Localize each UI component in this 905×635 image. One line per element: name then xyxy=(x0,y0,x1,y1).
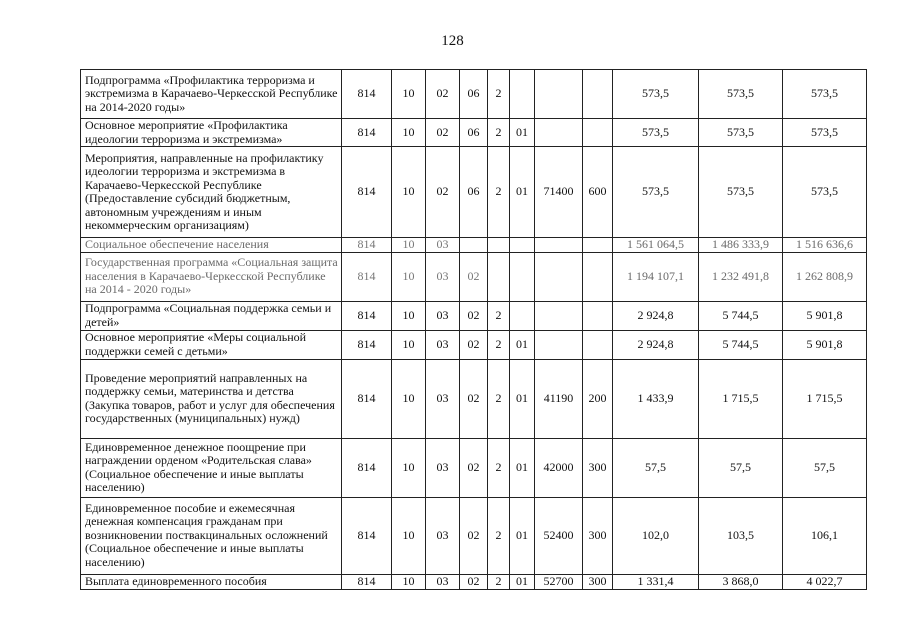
row-name-cell: Основное мероприятие «Меры социальной поддержки семей с детьми» xyxy=(81,330,342,359)
expense-type-cell: 200 xyxy=(583,359,613,438)
section-code-cell: 10 xyxy=(392,330,426,359)
subsection-code-cell: 03 xyxy=(426,330,460,359)
subsection-code-cell: 03 xyxy=(426,359,460,438)
direction-code-cell xyxy=(535,238,583,253)
section-code-cell: 10 xyxy=(392,497,426,574)
direction-code-cell xyxy=(535,252,583,301)
amount-2016-cell: 1 262 808,9 xyxy=(783,252,867,301)
direction-code-cell: 41190 xyxy=(535,359,583,438)
program-code-cell: 02 xyxy=(460,359,488,438)
amount-2016-cell: 5 901,8 xyxy=(783,330,867,359)
subprogram-code-cell: 2 xyxy=(488,497,510,574)
ministry-code-cell: 814 xyxy=(342,238,392,253)
row-name-cell: Подпрограмма «Социальная поддержка семьи и детей» xyxy=(81,301,342,330)
amount-2015-cell: 1 486 333,9 xyxy=(699,238,783,253)
ministry-code-cell: 814 xyxy=(342,359,392,438)
section-code-cell: 10 xyxy=(392,119,426,147)
budget-table xyxy=(80,69,867,590)
program-code-cell: 02 xyxy=(460,574,488,589)
amount-2016-cell: 1 715,5 xyxy=(783,359,867,438)
subprogram-code-cell: 2 xyxy=(488,330,510,359)
amount-2015-cell: 573,5 xyxy=(699,70,783,119)
program-code-cell: 02 xyxy=(460,330,488,359)
amount-2016-cell: 5 901,8 xyxy=(783,301,867,330)
row-name-cell: Государственная программа «Социальная защита населения в Карачаево-Черкесской Республике на 2014 - 2020 годы» xyxy=(81,252,342,301)
program-code-cell: 06 xyxy=(460,70,488,119)
table-row xyxy=(81,497,867,574)
section-code-cell: 10 xyxy=(392,70,426,119)
amount-2014-cell: 1 194 107,1 xyxy=(613,252,699,301)
row-name-cell: Выплата единовременного пособия xyxy=(81,574,342,589)
event-code-cell: 01 xyxy=(510,438,535,497)
expense-type-cell: 300 xyxy=(583,497,613,574)
amount-2014-cell: 102,0 xyxy=(613,497,699,574)
row-name-cell: Проведение мероприятий направленных на поддержку семьи, материнства и детства (Закупка товаров, работ и услуг для обеспечения государственных (муниципальных) нужд) xyxy=(81,359,342,438)
event-code-cell xyxy=(510,70,535,119)
table-row xyxy=(81,301,867,330)
subprogram-code-cell: 2 xyxy=(488,574,510,589)
expense-type-cell xyxy=(583,238,613,253)
event-code-cell: 01 xyxy=(510,119,535,147)
row-name-cell: Единовременное пособие и ежемесячная денежная компенсация гражданам при возникновении поствакцинальных осложнений (Социальное обеспечение и иные выплаты населению) xyxy=(81,497,342,574)
subprogram-code-cell: 2 xyxy=(488,438,510,497)
ministry-code-cell: 814 xyxy=(342,497,392,574)
ministry-code-cell: 814 xyxy=(342,147,392,238)
direction-code-cell: 52700 xyxy=(535,574,583,589)
row-name-cell: Подпрограмма «Профилактика терроризма и экстремизма в Карачаево-Черкесской Республике на 2014-2020 годы» xyxy=(81,70,342,119)
amount-2015-cell: 57,5 xyxy=(699,438,783,497)
expense-type-cell xyxy=(583,252,613,301)
page-number: 128 xyxy=(441,33,464,49)
amount-2014-cell: 2 924,8 xyxy=(613,301,699,330)
section-code-cell: 10 xyxy=(392,301,426,330)
table-row xyxy=(81,438,867,497)
direction-code-cell: 71400 xyxy=(535,147,583,238)
program-code-cell: 02 xyxy=(460,252,488,301)
direction-code-cell xyxy=(535,330,583,359)
amount-2016-cell: 4 022,7 xyxy=(783,574,867,589)
table-row xyxy=(81,330,867,359)
amount-2015-cell: 573,5 xyxy=(699,147,783,238)
direction-code-cell xyxy=(535,301,583,330)
subsection-code-cell: 03 xyxy=(426,574,460,589)
subsection-code-cell: 03 xyxy=(426,438,460,497)
amount-2014-cell: 1 433,9 xyxy=(613,359,699,438)
subsection-code-cell: 02 xyxy=(426,147,460,238)
subsection-code-cell: 03 xyxy=(426,238,460,253)
program-code-cell: 06 xyxy=(460,147,488,238)
expense-type-cell xyxy=(583,330,613,359)
subprogram-code-cell xyxy=(488,252,510,301)
event-code-cell xyxy=(510,301,535,330)
ministry-code-cell: 814 xyxy=(342,438,392,497)
event-code-cell: 01 xyxy=(510,359,535,438)
section-code-cell: 10 xyxy=(392,238,426,253)
expense-type-cell: 600 xyxy=(583,147,613,238)
amount-2014-cell: 1 561 064,5 xyxy=(613,238,699,253)
section-code-cell: 10 xyxy=(392,147,426,238)
row-name-cell: Единовременное денежное поощрение при награждении орденом «Родительская слава» (Социальное обеспечение и иные выплаты населению) xyxy=(81,438,342,497)
expense-type-cell xyxy=(583,119,613,147)
amount-2015-cell: 5 744,5 xyxy=(699,301,783,330)
program-code-cell: 02 xyxy=(460,497,488,574)
subprogram-code-cell: 2 xyxy=(488,70,510,119)
subsection-code-cell: 02 xyxy=(426,119,460,147)
ministry-code-cell: 814 xyxy=(342,119,392,147)
section-code-cell: 10 xyxy=(392,252,426,301)
event-code-cell xyxy=(510,252,535,301)
amount-2016-cell: 573,5 xyxy=(783,147,867,238)
amount-2014-cell: 57,5 xyxy=(613,438,699,497)
subsection-code-cell: 02 xyxy=(426,70,460,119)
expense-type-cell xyxy=(583,70,613,119)
program-code-cell xyxy=(460,238,488,253)
amount-2014-cell: 1 331,4 xyxy=(613,574,699,589)
program-code-cell: 06 xyxy=(460,119,488,147)
row-name-cell: Основное мероприятие «Профилактика идеологии терроризма и экстремизма» xyxy=(81,119,342,147)
program-code-cell: 02 xyxy=(460,438,488,497)
ministry-code-cell: 814 xyxy=(342,252,392,301)
amount-2014-cell: 573,5 xyxy=(613,70,699,119)
amount-2015-cell: 5 744,5 xyxy=(699,330,783,359)
amount-2014-cell: 573,5 xyxy=(613,147,699,238)
table-row xyxy=(81,252,867,301)
table-row xyxy=(81,574,867,589)
direction-code-cell xyxy=(535,119,583,147)
subprogram-code-cell xyxy=(488,238,510,253)
amount-2016-cell: 106,1 xyxy=(783,497,867,574)
amount-2015-cell: 573,5 xyxy=(699,119,783,147)
subsection-code-cell: 03 xyxy=(426,497,460,574)
row-name-cell: Мероприятия, направленные на профилактику идеологии терроризма и экстремизма в Карачаево-Черкесской Республике (Предоставление субсидий бюджетным, автономным учреждениям и иным некоммерческим организациям) xyxy=(81,147,342,238)
amount-2016-cell: 57,5 xyxy=(783,438,867,497)
event-code-cell: 01 xyxy=(510,330,535,359)
event-code-cell: 01 xyxy=(510,497,535,574)
section-code-cell: 10 xyxy=(392,438,426,497)
ministry-code-cell: 814 xyxy=(342,301,392,330)
table-row xyxy=(81,359,867,438)
amount-2015-cell: 1 232 491,8 xyxy=(699,252,783,301)
program-code-cell: 02 xyxy=(460,301,488,330)
event-code-cell: 01 xyxy=(510,574,535,589)
direction-code-cell: 42000 xyxy=(535,438,583,497)
amount-2015-cell: 103,5 xyxy=(699,497,783,574)
ministry-code-cell: 814 xyxy=(342,574,392,589)
subprogram-code-cell: 2 xyxy=(488,147,510,238)
table-row xyxy=(81,70,867,119)
section-code-cell: 10 xyxy=(392,359,426,438)
event-code-cell xyxy=(510,238,535,253)
row-name-cell: Социальное обеспечение населения xyxy=(81,238,342,253)
table-row xyxy=(81,147,867,238)
subsection-code-cell: 03 xyxy=(426,301,460,330)
subprogram-code-cell: 2 xyxy=(488,301,510,330)
amount-2015-cell: 1 715,5 xyxy=(699,359,783,438)
event-code-cell: 01 xyxy=(510,147,535,238)
expense-type-cell xyxy=(583,301,613,330)
amount-2016-cell: 573,5 xyxy=(783,70,867,119)
subprogram-code-cell: 2 xyxy=(488,119,510,147)
amount-2015-cell: 3 868,0 xyxy=(699,574,783,589)
subprogram-code-cell: 2 xyxy=(488,359,510,438)
subsection-code-cell: 03 xyxy=(426,252,460,301)
direction-code-cell xyxy=(535,70,583,119)
amount-2016-cell: 1 516 636,6 xyxy=(783,238,867,253)
amount-2014-cell: 2 924,8 xyxy=(613,330,699,359)
table-row xyxy=(81,119,867,147)
expense-type-cell: 300 xyxy=(583,438,613,497)
section-code-cell: 10 xyxy=(392,574,426,589)
ministry-code-cell: 814 xyxy=(342,330,392,359)
table-row xyxy=(81,238,867,253)
amount-2014-cell: 573,5 xyxy=(613,119,699,147)
expense-type-cell: 300 xyxy=(583,574,613,589)
direction-code-cell: 52400 xyxy=(535,497,583,574)
amount-2016-cell: 573,5 xyxy=(783,119,867,147)
ministry-code-cell: 814 xyxy=(342,70,392,119)
